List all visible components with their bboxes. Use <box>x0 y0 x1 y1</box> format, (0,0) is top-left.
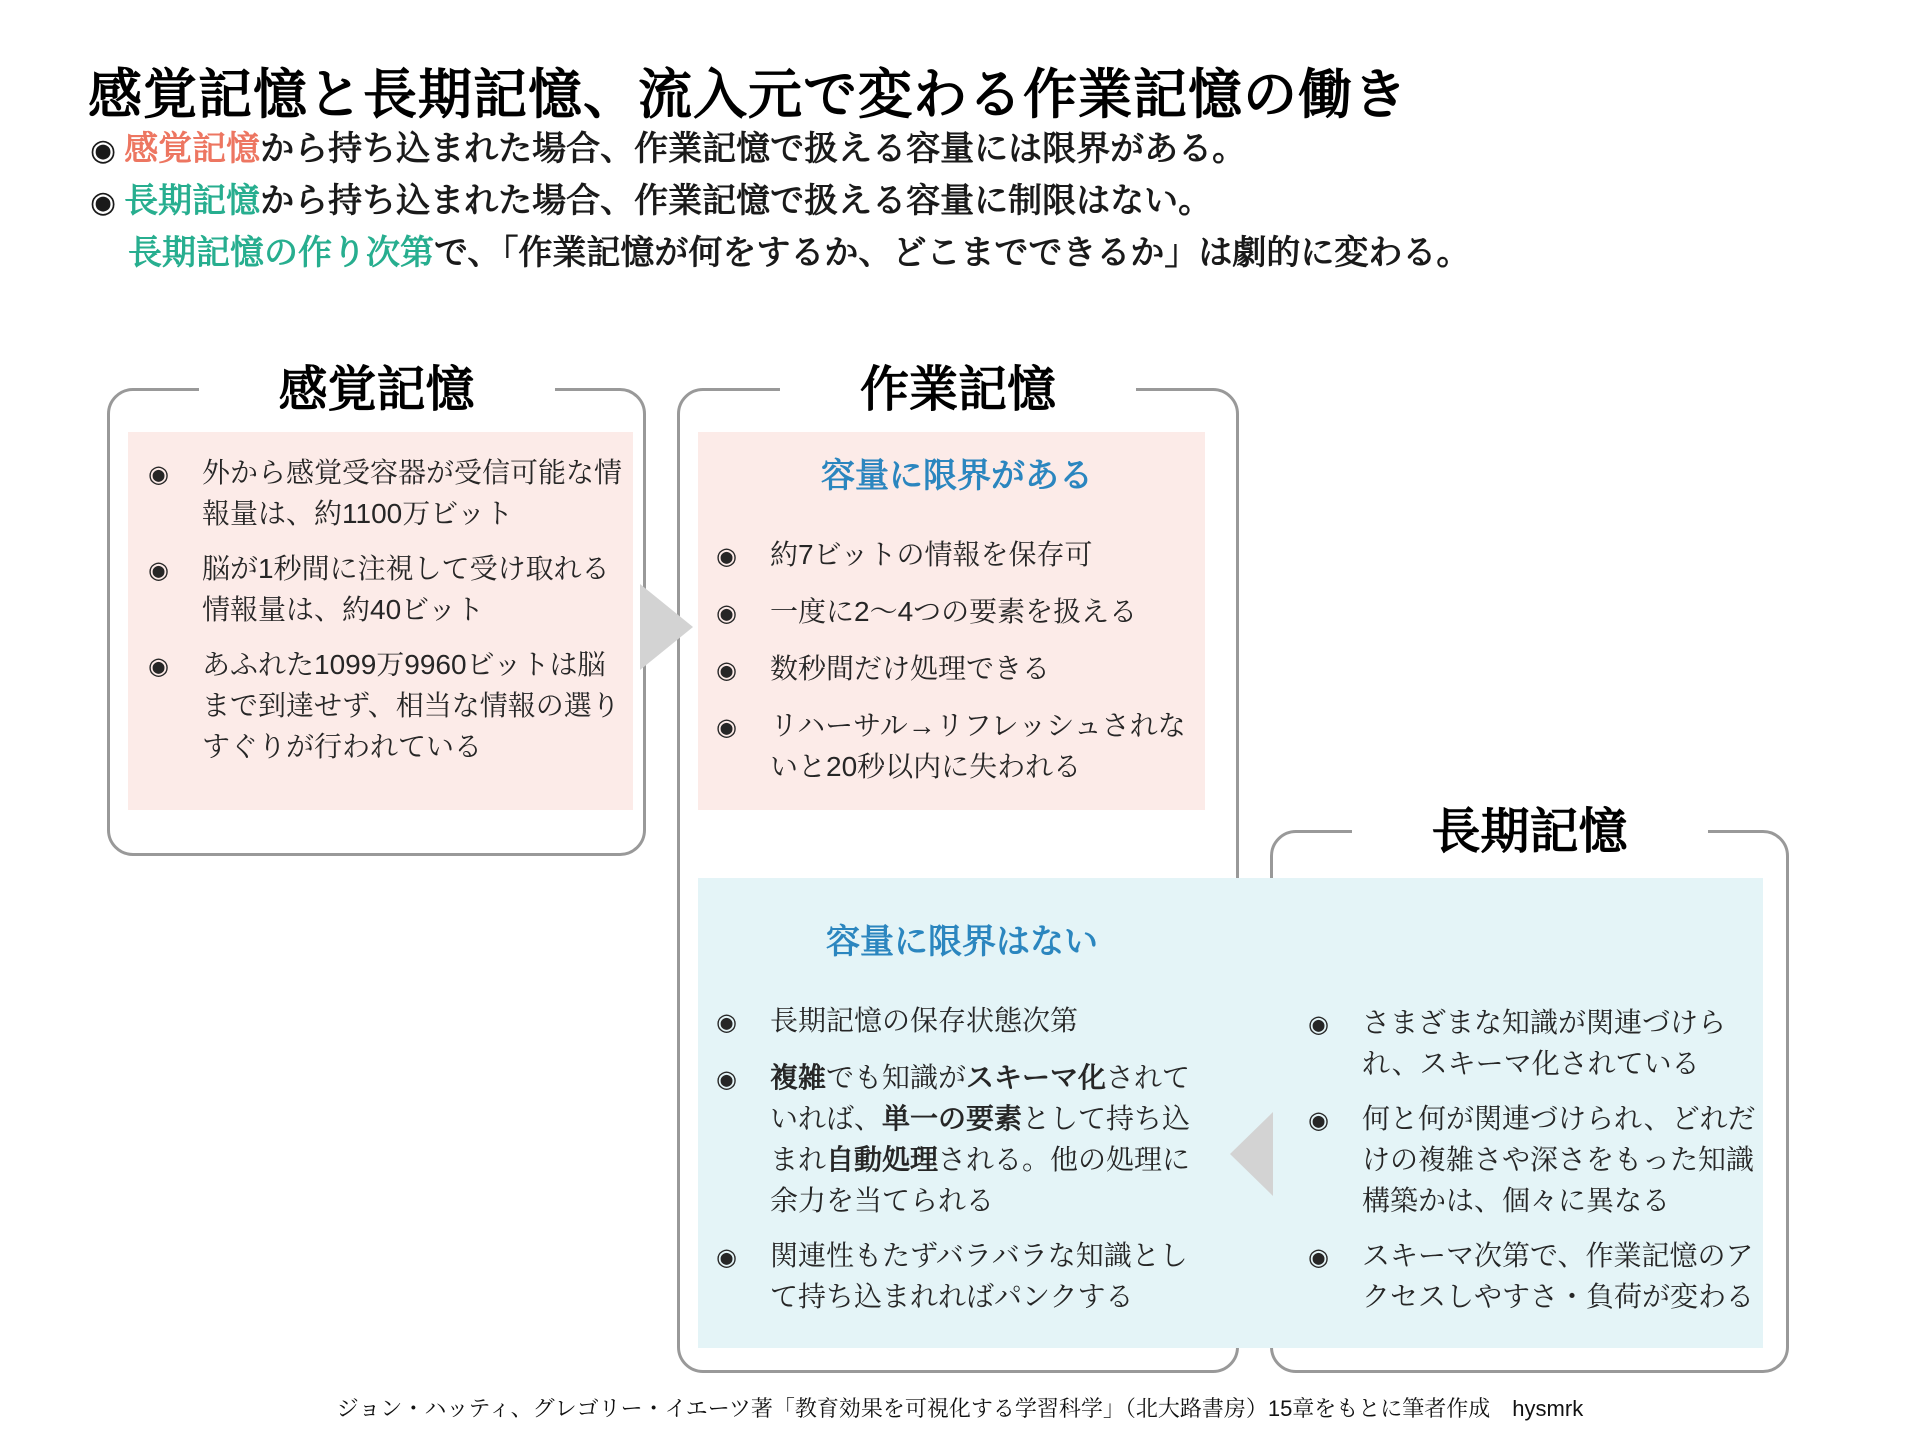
plain-text: でも知識が <box>826 1062 967 1093</box>
arrow-left-icon <box>1230 1112 1273 1196</box>
list-item <box>716 591 1198 634</box>
bold-term: 単一の要素 <box>882 1103 1023 1134</box>
fisheye-bullet-icon: ◉ <box>90 186 117 219</box>
source-attribution: ジョン・ハッティ、グレゴリー・イエーツ著「教育効果を可視化する学習科学」（北大路書房）15章をもとに筆者作成 hysmrk <box>336 1396 1584 1421</box>
plain-text: されていれば、 <box>770 1062 1191 1134</box>
list-item <box>716 534 1198 577</box>
longterm-memory-box-title: 長期記憶 <box>1351 800 1707 864</box>
intro-line-schema <box>128 228 1470 278</box>
fisheye-bullet-icon: ◉ <box>148 557 169 584</box>
list-item <box>716 1235 1208 1317</box>
list-item <box>716 648 1198 691</box>
sensory-highlight-text: 感覚記憶 <box>124 130 261 168</box>
list-item <box>716 1000 1208 1043</box>
list-item <box>1308 1235 1768 1317</box>
list-item <box>1308 1002 1768 1084</box>
fisheye-bullet-icon: ◉ <box>716 657 737 684</box>
unlimited-bullet-text <box>770 1057 1208 1221</box>
bold-term: スキーマ化 <box>966 1062 1107 1093</box>
fisheye-bullet-icon: ◉ <box>716 714 737 741</box>
working-bullet-text: リハーサル→リフレッシュされないと20秒以内に失われる <box>770 710 1186 782</box>
list-item <box>716 705 1198 787</box>
intro-line-sensory <box>90 124 1470 176</box>
sensory-bullet-list <box>148 452 626 781</box>
bold-term: 複雑 <box>770 1062 827 1093</box>
unlimited-capacity-heading: 容量に限界はない <box>826 923 1098 961</box>
sensory-bullet-text: あふれた1099万9960ビットは脳まで到達せず、相当な情報の選りすぐりが行われている <box>202 649 620 762</box>
unlimited-left-section <box>716 918 1208 1331</box>
working-bullet-text: 一度に2〜4つの要素を扱える <box>770 596 1138 627</box>
list-item <box>716 1057 1208 1221</box>
sensory-bullet-text: 外から感覚受容器が受信可能な情報量は、約1100万ビット <box>202 457 623 529</box>
bold-term: 自動処理 <box>826 1144 939 1175</box>
limited-capacity-heading: 容量に限界がある <box>821 457 1093 495</box>
longterm-bullet-text: 何と何が関連づけられ、どれだけの複雑さや深さをもった知識構築かは、個々に異なる <box>1362 1103 1756 1216</box>
fisheye-bullet-icon: ◉ <box>716 1244 737 1271</box>
intro-line2-text: から持ち込まれた場合、作業記憶で扱える容量に制限はない。 <box>260 182 1213 220</box>
fisheye-bullet-icon: ◉ <box>148 461 169 488</box>
sensory-memory-box-title: 感覚記憶 <box>198 358 554 422</box>
fisheye-bullet-icon: ◉ <box>1308 1011 1329 1038</box>
working-bullet-text: 数秒間だけ処理できる <box>770 653 1051 684</box>
working-limited-section <box>716 452 1198 801</box>
intro-line1-text: から持ち込まれた場合、作業記憶で扱える容量には限界がある。 <box>260 130 1247 168</box>
fisheye-bullet-icon: ◉ <box>1308 1107 1329 1134</box>
list-item <box>148 644 626 767</box>
intro-line3-text: で、「作業記憶が何をするか、どこまでできるか」は劇的に変わる。 <box>434 234 1471 272</box>
list-item <box>148 548 626 630</box>
longterm-bullet-text: さまざまな知識が関連づけられ、スキーマ化されている <box>1362 1007 1727 1079</box>
list-item <box>148 452 626 534</box>
longterm-bullet-list <box>1308 1002 1768 1331</box>
page-title: 感覚記憶と長期記憶、流入元で変わる作業記憶の働き <box>88 65 1408 126</box>
arrow-right-icon <box>640 584 693 670</box>
list-item <box>1308 1098 1768 1221</box>
fisheye-bullet-icon: ◉ <box>148 653 169 680</box>
longterm-highlight-text: 長期記憶 <box>124 182 261 220</box>
fisheye-bullet-icon: ◉ <box>716 543 737 570</box>
longterm-making-highlight-text: 長期記憶の作り次第 <box>128 234 434 272</box>
fisheye-bullet-icon: ◉ <box>90 134 117 167</box>
fisheye-bullet-icon: ◉ <box>716 1009 737 1036</box>
intro-line-longterm <box>90 176 1470 228</box>
working-memory-box-title: 作業記憶 <box>780 358 1136 422</box>
unlimited-bullet-text: 長期記憶の保存状態次第 <box>770 1005 1079 1036</box>
fisheye-bullet-icon: ◉ <box>1308 1244 1329 1271</box>
plain-text: として持ち込まれ <box>770 1103 1191 1175</box>
working-bullet-text: 約7ビットの情報を保存可 <box>770 539 1093 570</box>
fisheye-bullet-icon: ◉ <box>716 600 737 627</box>
longterm-bullet-text: スキーマ次第で、作業記憶のアクセスしやすさ・負荷が変わる <box>1362 1240 1755 1312</box>
intro-bullets <box>90 124 1470 278</box>
sensory-bullet-text: 脳が1秒間に注視して受け取れる情報量は、約40ビット <box>202 553 610 625</box>
plain-text: される。他の処理に余力を当てられる <box>770 1144 1191 1216</box>
fisheye-bullet-icon: ◉ <box>716 1066 737 1093</box>
unlimited-bullet-text: 関連性もたずバラバラな知識として持ち込まれればパンクする <box>770 1240 1188 1312</box>
